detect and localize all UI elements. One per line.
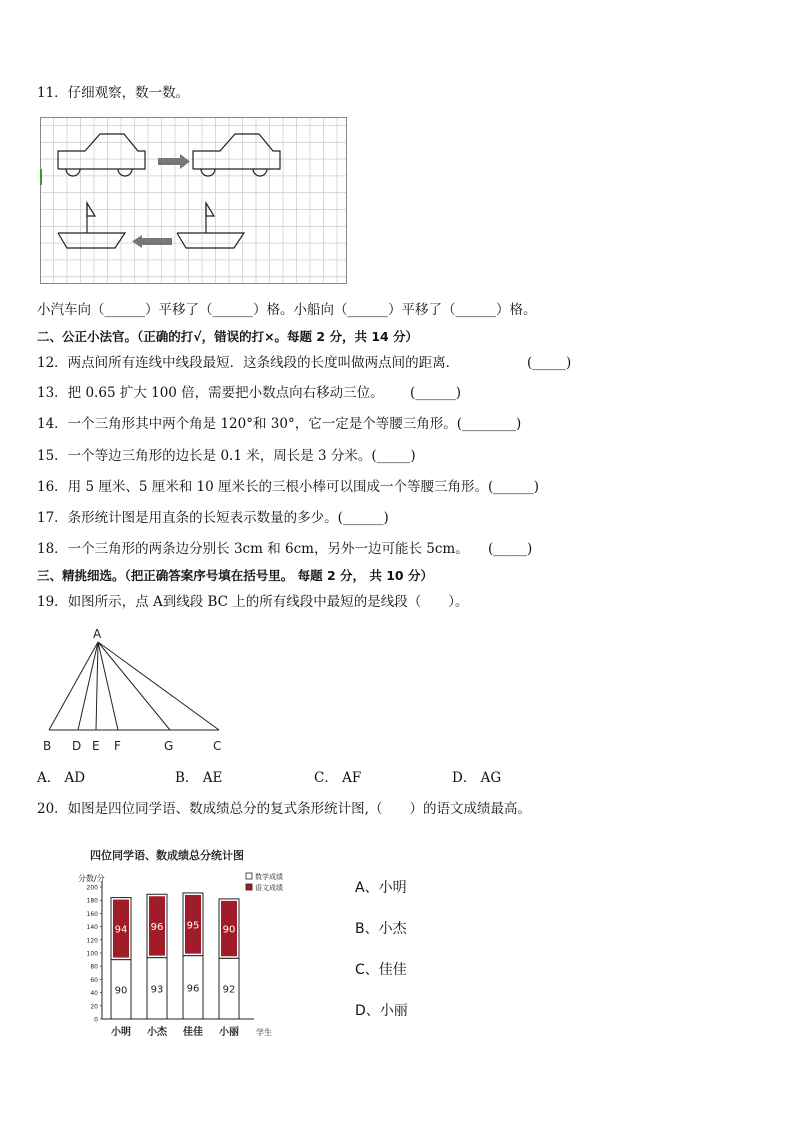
q19-option-b[interactable]: B． AE xyxy=(175,770,223,786)
point-label-g: G xyxy=(164,739,174,753)
chart-y-tick-label: 120 xyxy=(86,937,98,945)
bar-math-label-3: 92 xyxy=(222,984,236,996)
chart-y-tick-label: 140 xyxy=(86,924,98,932)
q18-answer-blank[interactable]: (_____) xyxy=(488,541,533,557)
point-label-a: A xyxy=(93,627,102,641)
chart-category-label-3: 小丽 xyxy=(219,1027,239,1038)
bar-chinese-label-2: 95 xyxy=(186,920,200,932)
q20-option-d[interactable]: D、小丽 xyxy=(355,1003,408,1019)
q15-text: 15．一个等边三角形的边长是 0.1 米，周长是 3 分米。(_____) xyxy=(37,448,416,464)
point-label-c: C xyxy=(213,739,222,753)
point-label-d: D xyxy=(72,739,82,753)
q20-option-c[interactable]: C、佳佳 xyxy=(355,962,407,978)
chart-y-axis-label: 分数/分 xyxy=(78,874,105,883)
bar-chinese-label-0: 94 xyxy=(114,924,128,936)
bar-chinese-label-3: 90 xyxy=(222,924,236,936)
section-2-heading: 二、公正小法官。（正确的打√，错误的打×。每题 2 分，共 14 分） xyxy=(37,329,419,344)
chart-x-axis-label: 学生 xyxy=(256,1028,272,1037)
q12-answer-blank[interactable]: (_____) xyxy=(527,355,572,371)
bar-math-label-0: 90 xyxy=(114,985,128,997)
bar-math-label-2: 96 xyxy=(186,983,200,995)
chart-y-tick-label: 60 xyxy=(90,976,98,984)
chart-y-tick-label: 40 xyxy=(90,990,98,998)
q20-option-b[interactable]: B、小杰 xyxy=(355,921,407,937)
q17-text: 17．条形统计图是用直条的长短表示数量的多少。(______) xyxy=(37,510,389,526)
q19-option-a[interactable]: A． AD xyxy=(37,770,86,786)
q16-text: 16．用 5 厘米、5 厘米和 10 厘米长的三根小棒可以围成一个等腰三角形。(______) xyxy=(37,479,540,495)
point-label-e: E xyxy=(92,739,100,753)
q11-title: 11．仔细观察，数一数。 xyxy=(37,85,190,101)
translation-grid-figure xyxy=(40,117,348,285)
q19-text: 19．如图所示，点 A到线段 BC 上的所有线段中最短的是线段（ ）。 xyxy=(37,594,469,610)
bar-chinese-label-1: 96 xyxy=(150,921,164,933)
chart-category-label-0: 小明 xyxy=(111,1027,131,1038)
chart-category-label-2: 佳佳 xyxy=(183,1027,203,1038)
point-label-f: F xyxy=(114,739,121,753)
q18-text: 18．一个三角形的两条边分别长 3cm 和 6cm，另外一边可能长 5cm。 xyxy=(37,541,469,557)
legend-swatch-math xyxy=(246,873,252,879)
chart-y-tick-label: 100 xyxy=(86,950,98,958)
bar-math-label-1: 93 xyxy=(150,984,164,996)
q19-option-d[interactable]: D． AG xyxy=(452,770,502,786)
legend-label-chinese: 语文成绩 xyxy=(255,884,283,892)
q20-text: 20．如图是四位同学语、数成绩总分的复式条形统计图,（ ）的语文成绩最高。 xyxy=(37,801,531,817)
q20-option-a[interactable]: A、小明 xyxy=(355,880,407,896)
chart-y-tick-label: 180 xyxy=(86,897,98,905)
q12-text: 12．两点间所有连线中线段最短．这条线段的长度叫做两点间的距离． xyxy=(37,355,460,371)
point-label-b: B xyxy=(43,739,52,753)
chart-y-tick-label: 0 xyxy=(94,1016,98,1024)
chart-y-tick-label: 20 xyxy=(90,1003,98,1011)
q19-option-c[interactable]: C． AF xyxy=(314,770,362,786)
section-3-heading: 三、精挑细选。（把正确答案序号填在括号里。 每题 2 分， 共 10 分） xyxy=(37,568,433,583)
legend-swatch-chinese xyxy=(246,884,252,890)
chart-y-tick-label: 80 xyxy=(90,963,98,971)
q14-text: 14．一个三角形其中两个角是 120°和 30°，它一定是个等腰三角形。(________) xyxy=(37,416,522,432)
q13-text: 13．把 0.65 扩大 100 倍，需要把小数点向右移动三位。 xyxy=(37,385,384,401)
chart-y-tick-label: 160 xyxy=(86,910,98,918)
score-bar-chart xyxy=(78,843,308,1048)
triangle-figure xyxy=(38,624,238,756)
legend-label-math: 数学成绩 xyxy=(255,873,283,881)
chart-y-tick-label: 200 xyxy=(86,884,98,892)
chart-title: 四位同学语、数成绩总分统计图 xyxy=(90,849,244,862)
q13-answer-blank[interactable]: (______) xyxy=(410,385,462,401)
chart-category-label-1: 小杰 xyxy=(147,1027,167,1038)
q11-fill-line: 小汽车向（______）平移了（______）格。小船向（______）平移了（______）格。 xyxy=(37,302,537,318)
